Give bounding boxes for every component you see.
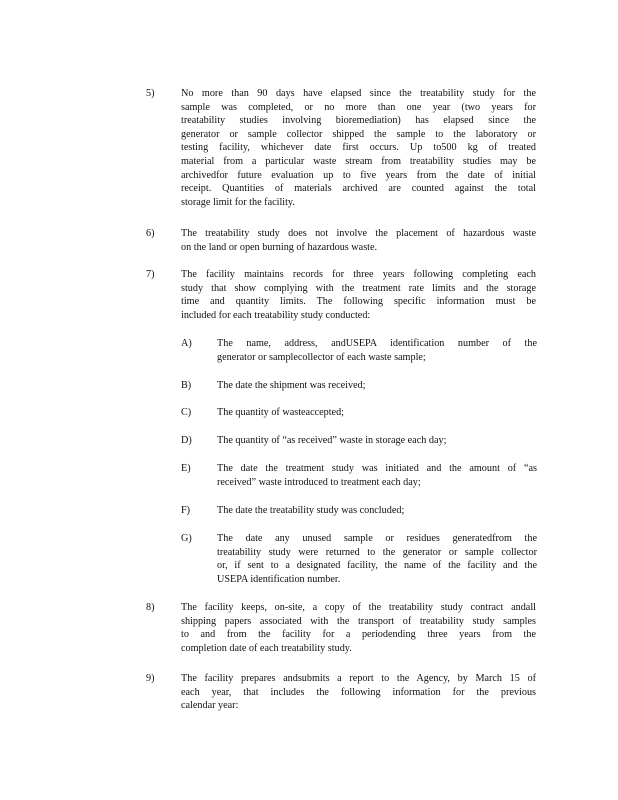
text-line: The facility maintains records for three years following completing each — [181, 269, 536, 280]
text-line: to and from the facility for a periodending three years from the — [181, 629, 536, 641]
text-line: The treatability study does not involve the placement of hazardous waste — [181, 228, 536, 239]
item-number: 8) — [146, 602, 155, 613]
text-line: generator or sample collector shipped the sample to the laboratory or — [181, 128, 536, 140]
text-line: on the land or open burning of hazardous waste. — [181, 241, 378, 253]
sub-item-letter: E) — [181, 463, 191, 474]
sub-item-text — [217, 434, 537, 448]
sub-item-letter: D) — [181, 435, 192, 446]
text-line: each year, that includes the following information for the previous — [181, 686, 536, 698]
text-line: The date any unused sample or residues generatedfrom the — [217, 533, 537, 544]
text-line: The date the treatability study was concluded; — [217, 505, 405, 516]
item-number: 5) — [146, 88, 155, 99]
text-line: receipt. Quantities of materials archived are counted against the total — [181, 183, 536, 195]
item-number: 7) — [146, 269, 155, 280]
sub-item-letter: G) — [181, 533, 192, 544]
item-text — [181, 268, 536, 322]
sub-item-letter: B) — [181, 380, 192, 391]
text-line: The name, address, andUSEPA identification number of the — [217, 338, 537, 349]
text-line: The date the shipment was received; — [217, 380, 366, 391]
sub-item-letter: C) — [181, 407, 192, 418]
text-line: completion date of each treatability study. — [181, 642, 352, 654]
text-line: included for each treatability study conducted: — [181, 309, 371, 321]
item-text — [181, 87, 536, 209]
text-line: storage limit for the facility. — [181, 196, 295, 208]
text-line: study that show complying with the treatment rate limits and the storage — [181, 282, 536, 294]
sub-item-text — [217, 462, 537, 489]
text-line: The quantity of “as received” waste in storage each day; — [217, 435, 447, 446]
sub-item-text — [217, 337, 537, 364]
text-line: The quantity of wasteaccepted; — [217, 407, 345, 418]
text-line: sample was completed, or no more than one year (two years for — [181, 101, 536, 113]
text-line: USEPA identification number. — [217, 573, 341, 585]
sub-item-text — [217, 504, 537, 518]
text-line: treatability study were returned to the generator or sample collector — [217, 546, 537, 558]
item-number: 6) — [146, 228, 155, 239]
text-line: calendar year: — [181, 700, 239, 712]
text-line: material from a particular waste stream from treatability studies may be — [181, 155, 536, 167]
text-line: or, if sent to a designated facility, the name of the facility and the — [217, 560, 537, 572]
sub-item-text — [217, 532, 537, 586]
text-line: shipping papers associated with the transport of treatability study samples — [181, 615, 536, 627]
sub-item-letter: F) — [181, 505, 191, 516]
sub-item-text — [217, 379, 537, 393]
text-line: No more than 90 days have elapsed since the treatability study for the — [181, 88, 536, 99]
text-line: The facility keeps, on-site, a copy of the treatability study contract andall — [181, 602, 536, 613]
item-text — [181, 601, 536, 655]
text-line: time and quantity limits. The following specific information must be — [181, 296, 536, 308]
text-line: treatability studies involving bioremediation) has elapsed since the — [181, 115, 536, 127]
text-line: The facility prepares andsubmits a report to the Agency, by March 15 of — [181, 673, 536, 684]
item-text — [181, 227, 536, 254]
text-line: The date the treatment study was initiated and the amount of “as — [217, 463, 537, 474]
sub-item-text — [217, 406, 537, 420]
text-line: testing facility, whichever date first occurs. Up to500 kg of treated — [181, 142, 536, 154]
item-number: 9) — [146, 673, 155, 684]
item-text — [181, 672, 536, 713]
text-line: generator or samplecollector of each waste sample; — [217, 351, 426, 363]
text-line: archivedfor future evaluation up to five years from the date of initial — [181, 169, 536, 181]
text-line: received” waste introduced to treatment each day; — [217, 476, 421, 488]
sub-item-letter: A) — [181, 338, 192, 349]
